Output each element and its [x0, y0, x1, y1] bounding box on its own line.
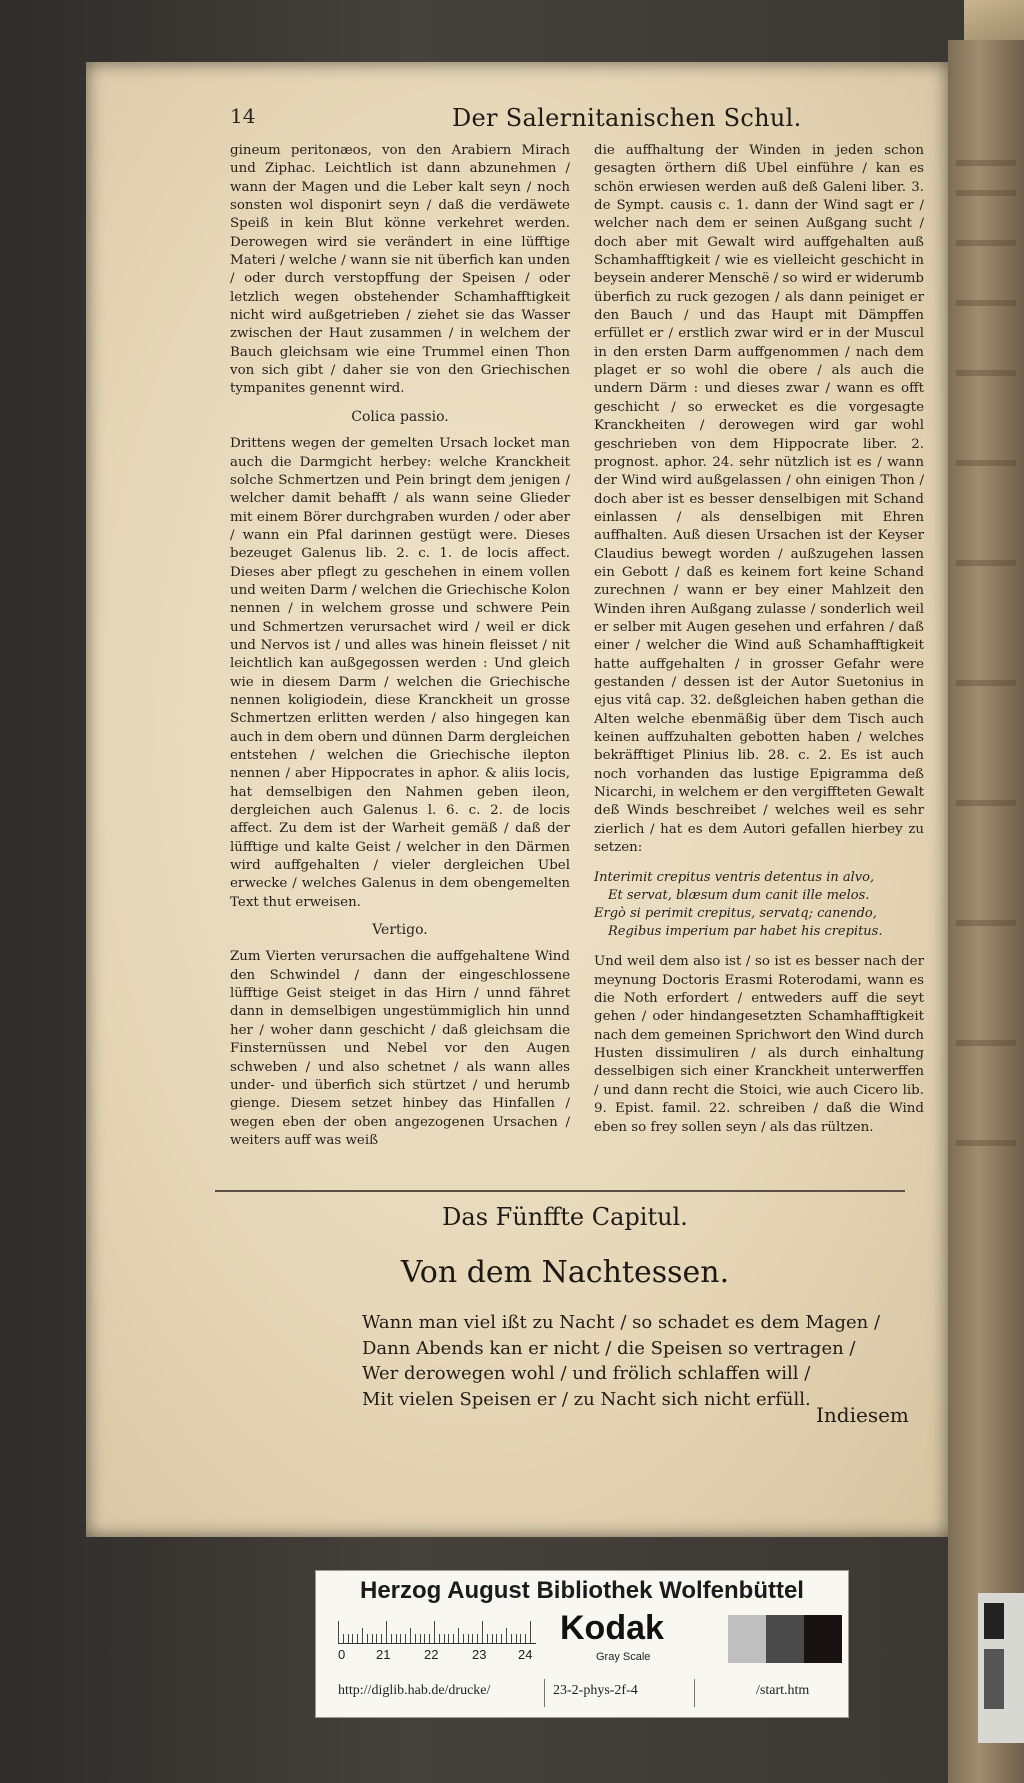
- ruler-tick: [348, 1634, 349, 1643]
- measuring-ruler: [338, 1615, 536, 1644]
- catchword: Indiesem: [816, 1403, 909, 1427]
- ruler-tick: [415, 1634, 416, 1643]
- ruler-tick: [496, 1634, 497, 1643]
- ruler-number: 22: [424, 1647, 439, 1662]
- gray-patch-dark: [766, 1615, 804, 1663]
- ruler-tick: [472, 1634, 473, 1643]
- ruler-tick: [372, 1634, 373, 1643]
- ruler-tick: [381, 1634, 382, 1643]
- paragraph: Zum Vierten verursachen die auffgehaltene Wind den Schwindel / dann der eingeschlossene lüfftige Geist steiget in das Hirn / unnd fähret dann in demselbigen ungestümmiglich hin unnd her / woher dann geschicht / daß gleichsam die Finsternüssen und Nebel vor den Augen schweben / und also schetnet / als wann alles under- und überfich sich stürtzet / und herumb gienge. Diesem setzet hinbey das Hinfallen / wegen eben der oben angezogenen Ursachen / weiters auff was weiß: [230, 949, 570, 1148]
- url-link[interactable]: http://diglib.hab.de/drucke/: [338, 1683, 491, 1698]
- scan-label-card: [315, 1570, 849, 1718]
- kodak-logo: Kodak: [560, 1609, 664, 1647]
- ruler-number: 21: [376, 1647, 391, 1662]
- ruler-tick: [525, 1634, 526, 1643]
- left-column: [230, 142, 570, 1150]
- gray-patch-black: [804, 1615, 842, 1663]
- paragraph: Drittens wegen der gemelten Ursach locket man auch die Darmgicht herbey: welche Kranckheit solche Schmertzen und Pein bringt dem jenigen / welcher damit behafft / als wann seine Glieder mit einem Börer durchgraben wurden / oder aber / wann ein Pfal darinnen gestügt were. Dieses bezeuget Galenus lib. 2. c. 1. de locis affect. Dieses aber pflegt zu geschehen in einem vollen und weiten Darm / welchen die Griechische Kolon nennen / in welchem grosse und schwere Pein und Schmertzen verursachet wird / weil er dick und Nervos ist / und alles was hinein fleisset / nit leichtlich kan außgegossen werden : Und gleich wie in diesem Darm / welchen die Griechische nennen koligiodein, diese Kranckheit un grosse Schmertzen erlitten werden / also hingegen kan auch in dem obern und dünnen Darm dergleichen entstehen / welchen die Griechische ilepton nennen / aber Hippocrates in aphor. & aliis locis, hat demselbigen den Nahmen geben ileon, dergleichen auch Galenus l. 6. c. 2. de locis affect. Zu dem ist der Warheit gemäß / daß der lüfftige und kalte Geist / welcher in den Därmen wird auffgehalten / vieler dergleichen Ubel erwecke / welches Galenus in dem obengemelten Text thut erweisen.: [230, 436, 570, 910]
- ruler-tick: [420, 1634, 421, 1643]
- ruler-tick: [338, 1621, 339, 1643]
- section-heading: Vertigo.: [372, 922, 428, 939]
- label-divider: [544, 1679, 545, 1707]
- ruler-tick: [448, 1634, 449, 1643]
- ruler-tick: [439, 1634, 440, 1643]
- page-number: 14: [230, 104, 256, 128]
- paragraph: gineum peritonæos, von den Arabiern Mirach und Ziphac. Leichtlich ist dann abzunehmen / wann der Magen und die Leber kalt seyn / noch sonsten wol disponirt seyn / daß die verdäwete Speiß in kein Blut könne verkehret werden. Derowegen wird sie verändert in eine lüfftige Materi / welche / wann sie nit überfich kan unden / oder durch verstopffung der Speisen / oder letzlich wegen obstehender Schamhafftigkeit nicht wird außgetrieben / ziehet sie das Wasser zwischen der Haut zusammen / in welchem der Bauch gleichsam wie eine Trummel einen Thon von sich gibt / daher sie von den Griechischen tympanites genennt wird.: [230, 143, 570, 397]
- verse-line: Wer derowegen wohl / und frölich schlaffen will /: [362, 1363, 811, 1384]
- ruler-tick: [530, 1621, 531, 1643]
- verse-line: Ergò si perimit crepitus, servatq; canendo,: [594, 906, 877, 922]
- verse-line: Wann man viel ißt zu Nacht / so schadet es dem Magen /: [362, 1312, 881, 1333]
- ruler-tick: [482, 1621, 483, 1643]
- ruler-tick: [458, 1628, 459, 1643]
- verse-line: Interimit crepitus ventris detentus in alvo,: [594, 870, 875, 886]
- ruler-tick: [501, 1634, 502, 1643]
- ruler-tick: [362, 1628, 363, 1643]
- ruler-tick: [352, 1634, 353, 1643]
- right-column: [594, 142, 924, 1137]
- chapter-subtitle: Von dem Nachtessen.: [400, 1255, 730, 1290]
- ruler-tick: [391, 1634, 392, 1643]
- ruler-number: 0: [338, 1647, 346, 1662]
- ruler-tick: [492, 1634, 493, 1643]
- ruler-tick: [511, 1634, 512, 1643]
- ruler-tick: [520, 1634, 521, 1643]
- ruler-tick: [506, 1628, 507, 1643]
- chapter-verse: [362, 1310, 882, 1412]
- ruler-tick: [434, 1621, 435, 1643]
- section-heading: Colica passio.: [351, 408, 449, 425]
- ruler-tick: [357, 1634, 358, 1643]
- ruler-tick: [400, 1634, 401, 1643]
- latin-verse: [594, 869, 924, 941]
- url-link[interactable]: /start.htm: [756, 1683, 810, 1698]
- verse-line: Mit vielen Speisen er / zu Nacht sich nicht erfüll.: [362, 1388, 811, 1410]
- label-divider: [694, 1679, 695, 1707]
- ruler-tick: [367, 1634, 368, 1643]
- ruler-tick: [463, 1634, 464, 1643]
- verse-line: Regibus imperium par habet his crepitus.: [608, 924, 883, 940]
- verse-line: Dann Abends kan er nicht / die Speisen so vertragen /: [362, 1337, 856, 1359]
- ruler-tick: [410, 1628, 411, 1643]
- ruler-tick: [444, 1634, 445, 1643]
- ruler-tick: [405, 1634, 406, 1643]
- paragraph: die auffhaltung der Winden in jeden schon gesagten örthern diß Ubel einführe / kan es schön erwiesen werden auß deß Galeni liber. 3. de Sympt. causis c. 1. dann der Wind sagt er / welcher nach dem er seinen Außgang sucht / doch aber mit Gewalt wird auffgehalten auß Schamhafftigkeit / wie es vielleicht geschicht in beysein anderer Menschë / so wird er widerumb überfich zu ruck gezogen / als dann peiniget er den Bauch / und das Haupt mit Dämpffen erfüllet er / erstlich zwar wird er in der Muscul in den ersten Darm auffgenommen / nach dem plaget er so wohl die obere / als auch die undern Därm : und dieses zwar / wann es offt geschicht / so erwecket es die vorgesagte Kranckheiten / derowegen wird gar wohl geschrieben von dem Hippocrate liber. 2. prognost. aphor. 24. sehr nützlich ist es / wann der Wind wird außgelassen / ohn einigen Thon / doch aber ist es besser denselbigen mit Schand einlassen / als denselbigen mit Ehren auffhalten. Auß diesen Ursachen ist der Keyser Claudius bewegt worden / außzugehen lassen ein Gebott / daß es keinem fort keine Schand zurechnen / wann er bey einer Mahlzeit den Winden ihren Außgang zulasse / sonderlich weil er selber mit Augen gesehen und erfahren / daß einer / welcher die Wind auß Schamhafftigkeit hatte auffgehalten / in grosser Gefahr were gestanden / dessen ist der Autor Suetonius in ejus vitâ cap. 32. deßgleichen haben gethan die Alten welche ebenmäßig über dem Tisch auch keinen auffzuhalten gebotten haben / welches bekräfftiget Plinius lib. 28. c. 2. Es ist auch noch vorhanden das lustige Epigramma deß Nicarchi, in welchem er den vergiffteten Gewalt deß Winds beschreibet / welches weil es sehr zierlich / hat es dem Autori gefallen hierbey zu setzen:: [594, 143, 924, 856]
- ruler-tick: [424, 1634, 425, 1643]
- ruler-tick: [396, 1634, 397, 1643]
- chapter-title: Das Fünffte Capitul.: [442, 1203, 688, 1231]
- ruler-tick: [376, 1634, 377, 1643]
- page-title: Der Salernitanischen Schul.: [452, 104, 802, 132]
- running-head: [230, 104, 910, 144]
- paragraph: Und weil dem also ist / so ist es besser nach der meynung Doctoris Erasmi Roterodami, wann es die Noth erfordert / entweders auff die seyt gehen / oder hindangesetzten Schamhafftigkeit nach dem gemeinen Sprichwort den Wind durch Husten dissimuliren / als durch einhaltung desselbigen sich einer Kranckheit unterwerffen / und dann recht die Stoici, wie auch Cicero lib. 9. Epist. famil. 22. schreiben / daß die Wind eben so frey sollen seyn / als das rültzen.: [594, 954, 924, 1135]
- ruler-number: 24: [518, 1647, 533, 1662]
- ruler-tick: [343, 1634, 344, 1643]
- ruler-tick: [468, 1634, 469, 1643]
- adjacent-page-edge: [948, 40, 1024, 1783]
- shelfmark: 23-2-phys-2f-4: [553, 1683, 638, 1698]
- ruler-tick: [429, 1634, 430, 1643]
- ruler-tick: [386, 1621, 387, 1643]
- side-calibration-card: [978, 1593, 1024, 1743]
- divider-rule: [215, 1190, 905, 1192]
- ruler-tick: [477, 1634, 478, 1643]
- ruler-number: 23: [472, 1647, 487, 1662]
- ruler-tick: [516, 1634, 517, 1643]
- verse-line: Et servat, blæsum dum canit ille melos.: [608, 888, 870, 904]
- gray-scale-label: Gray Scale: [596, 1651, 651, 1663]
- ruler-tick: [453, 1634, 454, 1643]
- ruler-tick: [487, 1634, 488, 1643]
- library-name: Herzog August Bibliothek Wolfenbüttel: [360, 1577, 804, 1604]
- gray-patch-light: [728, 1615, 766, 1663]
